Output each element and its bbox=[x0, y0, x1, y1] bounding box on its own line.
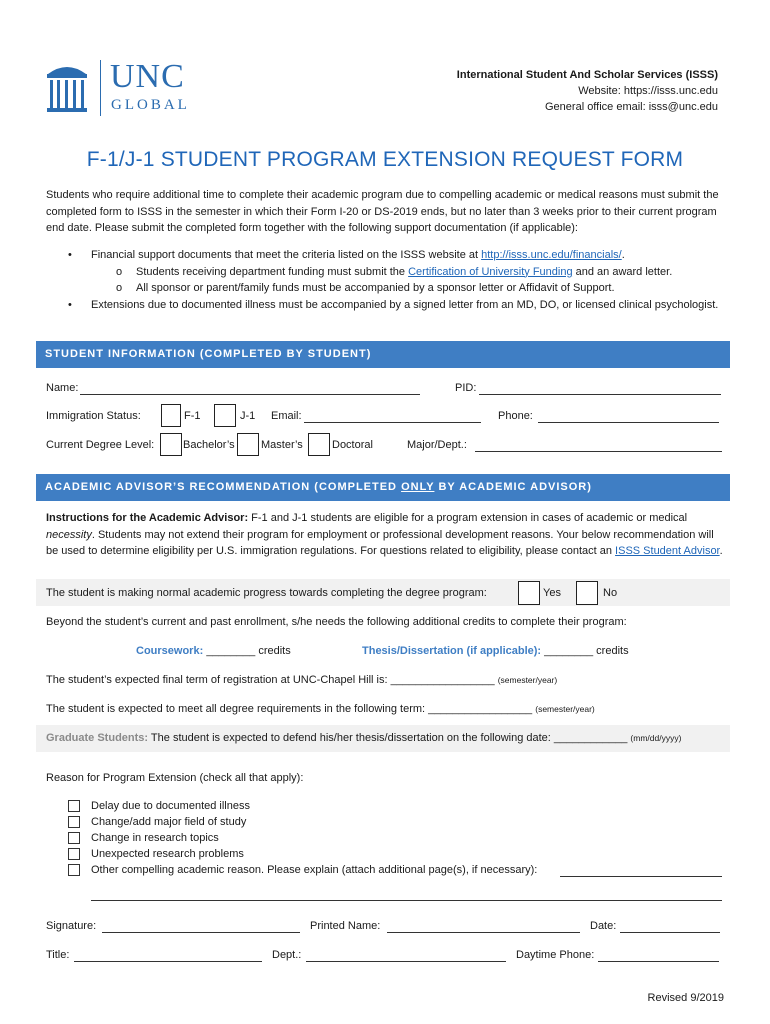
bachelors-checkbox[interactable] bbox=[160, 433, 182, 456]
progress-question: The student is making normal academic progress towards completing the degree program: bbox=[46, 587, 487, 599]
grad-label: Graduate Students: bbox=[46, 732, 149, 744]
j1-checkbox[interactable] bbox=[214, 404, 236, 427]
f1-label: F-1 bbox=[184, 410, 201, 422]
coursework-row bbox=[136, 645, 291, 657]
credits-intro: Beyond the student’s current and past enrollment, s/he needs the following additional credits to complete their program: bbox=[46, 616, 627, 628]
major-label: Major/Dept.: bbox=[407, 439, 467, 451]
other-reason-field-line2[interactable] bbox=[91, 900, 722, 901]
major-field[interactable] bbox=[475, 451, 722, 452]
heading-text: BY ACADEMIC ADVISOR) bbox=[434, 481, 592, 493]
student-section-heading: STUDENT INFORMATION (COMPLETED BY STUDENT) bbox=[36, 341, 730, 368]
thesis-label: Thesis/Dissertation (if applicable): bbox=[362, 645, 542, 657]
reason-major-checkbox[interactable] bbox=[68, 816, 80, 828]
final-term-row bbox=[46, 674, 557, 686]
progress-no-checkbox[interactable] bbox=[576, 581, 598, 605]
name-label: Name: bbox=[46, 382, 79, 394]
grad-row bbox=[46, 732, 681, 744]
intro-paragraph: Students who require additional time to complete their academic program due to compelling academic or medical reasons must submit the completed form to ISSS in the semester in which their Form I-20 or DS-2019 ends, but no later than 3 weeks prior to their current program end date. Please submit the completed form together with the following support documentation (if applicable): bbox=[46, 189, 719, 234]
date-format-hint: (mm/dd/yyyy) bbox=[630, 733, 682, 743]
daytime-phone-field[interactable] bbox=[598, 961, 719, 962]
list-item-text: Students receiving department funding must submit the bbox=[136, 265, 409, 278]
doctoral-checkbox[interactable] bbox=[308, 433, 330, 456]
no-label: No bbox=[603, 587, 618, 599]
signature-label: Signature: bbox=[46, 920, 97, 932]
degree-req-field[interactable]: _________________ bbox=[428, 703, 533, 715]
date-field[interactable] bbox=[620, 932, 720, 933]
degree-label: Current Degree Level: bbox=[46, 439, 155, 451]
dept-label: Dept.: bbox=[272, 949, 302, 961]
office-name: International Student And Scholar Services (ISSS) bbox=[456, 69, 718, 81]
list-item bbox=[46, 280, 726, 297]
form-title: F-1/J-1 STUDENT PROGRAM EXTENSION REQUEST FORM bbox=[86, 148, 684, 171]
dept-field[interactable] bbox=[306, 961, 506, 962]
heading-text: ACADEMIC ADVISOR’S RECOMMENDATION (COMPLETED bbox=[45, 481, 402, 493]
reason-research-topics-checkbox[interactable] bbox=[68, 832, 80, 844]
title-field[interactable] bbox=[74, 961, 262, 962]
f1-checkbox[interactable] bbox=[161, 404, 181, 427]
support-docs-list bbox=[46, 247, 726, 313]
sub-bullet-icon: o bbox=[116, 265, 123, 278]
instructions-text: F-1 and J-1 students are eligible for a program extension in cases of academic or medical bbox=[248, 512, 688, 524]
semester-year-hint: (semester/year) bbox=[497, 675, 558, 685]
reason-research-topics-label: Change in research topics bbox=[91, 832, 219, 844]
advisor-instructions bbox=[46, 510, 726, 560]
logo-unc: UNC bbox=[110, 58, 185, 95]
bullet-icon: • bbox=[68, 249, 72, 261]
heading-only: ONLY bbox=[401, 481, 435, 493]
phone-label: Phone: bbox=[498, 410, 533, 422]
masters-label: Master’s bbox=[261, 439, 303, 451]
pid-label: PID: bbox=[455, 382, 477, 394]
name-field[interactable] bbox=[80, 394, 420, 395]
degree-req-row bbox=[46, 703, 595, 715]
coursework-field[interactable]: ________ bbox=[206, 645, 256, 657]
reason-other-label: Other compelling academic reason. Please explain (attach additional page(s), if necessary): bbox=[91, 864, 538, 876]
final-term-label: The student’s expected final term of registration at UNC-Chapel Hill is: bbox=[46, 674, 388, 686]
list-item bbox=[46, 264, 726, 281]
coursework-label: Coursework: bbox=[136, 645, 204, 657]
reason-illness-checkbox[interactable] bbox=[68, 800, 80, 812]
logo-global: GLOBAL bbox=[111, 97, 190, 113]
semester-year-hint: (semester/year) bbox=[535, 704, 595, 714]
email-field[interactable] bbox=[304, 422, 481, 423]
degree-req-label: The student is expected to meet all degree requirements in the following term: bbox=[46, 703, 426, 715]
immigration-label: Immigration Status: bbox=[46, 410, 141, 422]
logo-divider bbox=[100, 60, 101, 116]
instructions-italic: necessity bbox=[46, 528, 92, 541]
reason-illness-label: Delay due to documented illness bbox=[91, 800, 250, 812]
progress-yes-checkbox[interactable] bbox=[518, 581, 540, 605]
advisor-section-heading bbox=[36, 474, 730, 501]
printed-name-field[interactable] bbox=[387, 932, 580, 933]
reason-other-checkbox[interactable] bbox=[68, 864, 80, 876]
bullet-icon: • bbox=[68, 298, 72, 311]
certification-link[interactable]: Certification of University Funding bbox=[408, 265, 573, 278]
isss-advisor-link[interactable]: ISSS Student Advisor bbox=[615, 545, 720, 557]
instructions-text: . Students may not extend their program for employment or professional development reasons. Your below recommendation will be used to determine eligibility per U.S. immigration regulations. For questions related to eligibility, please contact an bbox=[46, 528, 714, 557]
pid-field[interactable] bbox=[479, 394, 721, 395]
signature-field[interactable] bbox=[102, 932, 300, 933]
list-item-text: . bbox=[621, 249, 625, 261]
yes-label: Yes bbox=[543, 587, 561, 599]
date-label: Date: bbox=[590, 920, 617, 932]
thesis-row bbox=[362, 645, 629, 657]
bachelors-label: Bachelor’s bbox=[183, 439, 235, 451]
masters-checkbox[interactable] bbox=[237, 433, 259, 456]
financials-link[interactable]: http://isss.unc.edu/financials/ bbox=[481, 249, 622, 261]
credits-label: credits bbox=[593, 645, 629, 657]
sub-bullet-icon: o bbox=[116, 282, 123, 294]
instructions-heading: Instructions for the Academic Advisor: bbox=[46, 512, 249, 524]
email-label: Email: bbox=[271, 410, 302, 422]
list-item-text: Financial support documents that meet the criteria listed on the ISSS website at bbox=[91, 249, 482, 261]
thesis-field[interactable]: ________ bbox=[544, 645, 594, 657]
office-website: Website: https://isss.unc.edu bbox=[578, 85, 718, 97]
printed-name-label: Printed Name: bbox=[310, 920, 381, 932]
final-term-field[interactable]: _________________ bbox=[390, 674, 495, 686]
reason-major-label: Change/add major field of study bbox=[91, 816, 247, 828]
list-item-text: All sponsor or parent/family funds must be accompanied by a sponsor letter or Affidavit of Support. bbox=[136, 282, 615, 294]
office-contact bbox=[457, 67, 718, 115]
title-label: Title: bbox=[46, 949, 70, 961]
reasons-intro: Reason for Program Extension (check all that apply): bbox=[46, 772, 304, 784]
office-email: General office email: isss@unc.edu bbox=[545, 101, 718, 113]
reason-research-problems-label: Unexpected research problems bbox=[91, 848, 244, 860]
doctoral-label: Doctoral bbox=[332, 439, 373, 451]
old-well-icon bbox=[44, 60, 90, 114]
list-item bbox=[46, 297, 726, 314]
phone-field[interactable] bbox=[538, 422, 719, 423]
other-reason-field[interactable] bbox=[560, 876, 722, 877]
credits-label: credits bbox=[255, 645, 291, 657]
revision-date: Revised 9/2019 bbox=[647, 992, 724, 1004]
list-item-text: and an award letter. bbox=[572, 265, 673, 278]
list-item bbox=[46, 247, 726, 264]
reason-research-problems-checkbox[interactable] bbox=[68, 848, 80, 860]
unc-global-logo bbox=[44, 60, 214, 116]
list-item-text: Extensions due to documented illness must be accompanied by a signed letter from an MD, DO, or licensed clinical psychologist. bbox=[91, 298, 719, 311]
j1-label: J-1 bbox=[240, 410, 256, 422]
instructions-text: . bbox=[719, 545, 723, 557]
defense-date-field[interactable]: ____________ bbox=[553, 732, 628, 744]
daytime-phone-label: Daytime Phone: bbox=[516, 949, 595, 961]
grad-text: The student is expected to defend his/her thesis/dissertation on the following date: bbox=[148, 732, 551, 744]
